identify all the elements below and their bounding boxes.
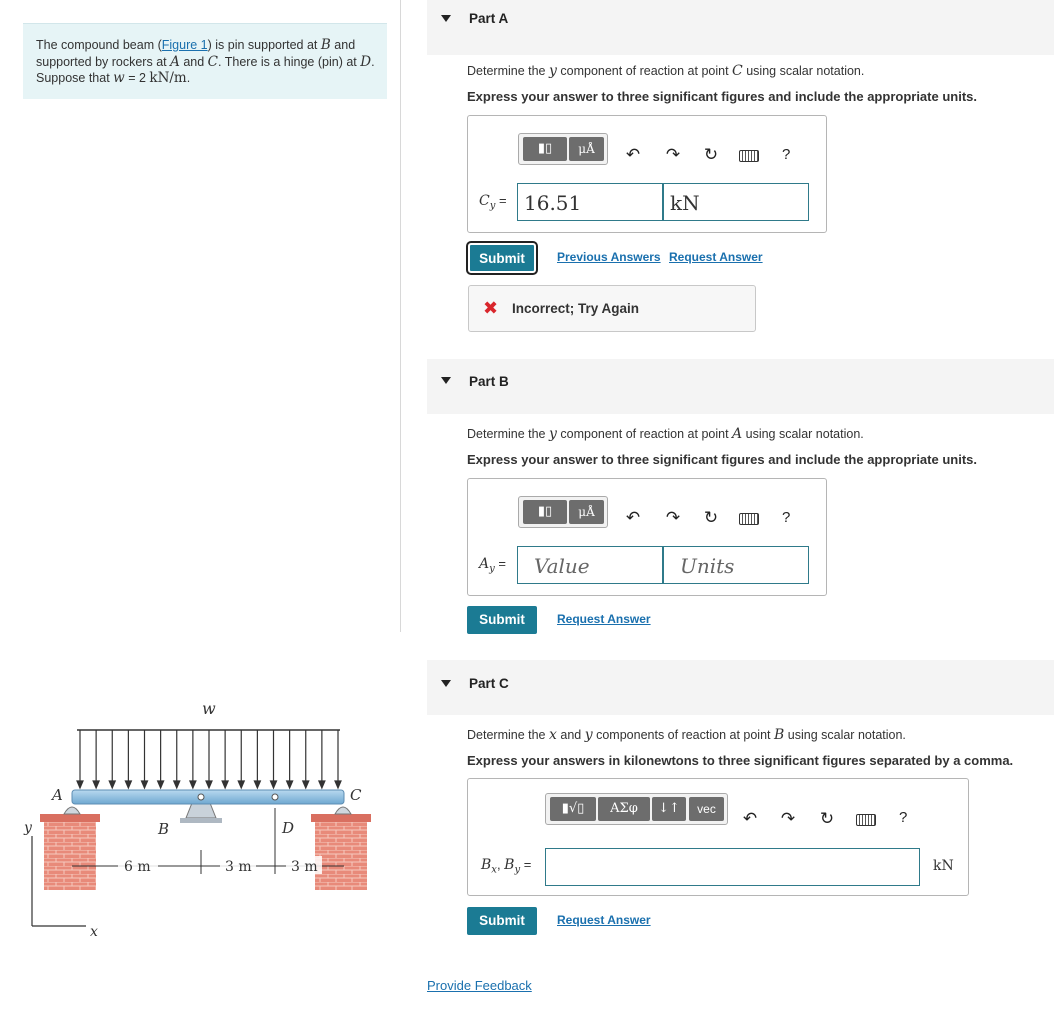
undo-icon[interactable]: ↶	[742, 809, 758, 828]
rocker-c	[335, 807, 351, 814]
pin-support-b	[186, 803, 216, 818]
wall-right	[315, 820, 367, 890]
var-main: A	[479, 556, 490, 572]
q-text: and	[556, 728, 585, 742]
part-c-answer-box	[467, 778, 969, 896]
problem-text: . Suppose that	[36, 54, 375, 85]
part-b-units-input[interactable]: Units	[663, 546, 809, 584]
redo-icon[interactable]: ↷	[665, 508, 681, 527]
redo-icon[interactable]: ↷	[780, 809, 796, 828]
q-text: using scalar notation.	[742, 64, 865, 78]
q-var: C	[732, 63, 743, 79]
load-arrowhead	[109, 781, 115, 788]
load-arrowhead	[174, 781, 180, 788]
problem-text: .	[186, 71, 191, 85]
dim-label-1: 6 m	[124, 859, 151, 875]
q-text: using scalar notation.	[784, 728, 906, 742]
previous-answers-link[interactable]: Previous Answers	[557, 250, 661, 264]
q-var: B	[774, 727, 785, 743]
reset-icon[interactable]: ↻	[703, 508, 719, 527]
load-arrowhead	[206, 781, 212, 788]
q-text: component of reaction at point	[556, 64, 733, 78]
template-button[interactable]: ▮▯	[523, 137, 567, 161]
keyboard-icon[interactable]	[739, 513, 759, 525]
units-symbol-button[interactable]: μÅ	[569, 137, 604, 161]
label-b: B	[158, 820, 170, 838]
part-b-answer-box	[467, 478, 827, 596]
pin-b	[198, 794, 204, 800]
load-arrows	[77, 730, 341, 788]
redo-icon[interactable]: ↷	[665, 145, 681, 164]
keyboard-icon[interactable]	[739, 150, 759, 162]
help-icon[interactable]: ?	[782, 146, 791, 163]
load-arrowhead	[190, 781, 196, 788]
pin-base-b	[180, 818, 222, 823]
q-text: component of reaction at point	[556, 427, 733, 441]
wall-left-cap	[40, 814, 100, 822]
template-radical-button[interactable]: ▮√▯	[550, 797, 596, 821]
var-sub: x	[491, 864, 497, 876]
provide-feedback-link[interactable]: Provide Feedback	[427, 978, 532, 993]
help-icon[interactable]: ?	[899, 809, 908, 826]
part-c-answer-input[interactable]	[545, 848, 920, 886]
greek-button[interactable]: ΑΣφ	[598, 797, 650, 821]
vec-button[interactable]: vec	[689, 797, 724, 821]
part-c-var-label: $B_x$, $B_y$ =	[481, 857, 532, 876]
reset-icon[interactable]: ↻	[819, 809, 835, 828]
part-c-instruction: Express your answers in kilonewtons to three significant figures separated by a comma.	[467, 753, 1014, 768]
part-a-submit-button[interactable]: Submit	[469, 244, 535, 272]
var-main: C	[479, 193, 490, 209]
problem-text: = 2	[124, 71, 150, 85]
part-a-instruction: Express your answer to three significant figures and include the appropriate units.	[467, 89, 977, 104]
help-icon[interactable]: ?	[782, 509, 791, 526]
error-x-icon: ✖	[483, 298, 499, 318]
part-b-var-label: $A_y$ =	[479, 556, 506, 575]
part-a-title: Part A	[469, 11, 509, 26]
q-var: A	[732, 426, 743, 442]
var-main: B	[504, 857, 515, 873]
part-b-value-input[interactable]: Value	[517, 546, 663, 584]
figure-link[interactable]: Figure 1	[161, 38, 208, 52]
undo-icon[interactable]: ↶	[625, 508, 641, 527]
collapse-caret-icon[interactable]	[441, 15, 451, 22]
part-c-header[interactable]	[427, 660, 1054, 715]
q-text: Determine the	[467, 427, 549, 441]
part-c-request-answer-link[interactable]: Request Answer	[557, 913, 651, 927]
rocker-a	[64, 807, 80, 814]
load-arrowhead	[77, 781, 83, 788]
q-var: y	[548, 63, 557, 79]
undo-icon[interactable]: ↶	[625, 145, 641, 164]
load-label: w	[202, 699, 216, 718]
format-toolbar	[518, 133, 608, 165]
problem-var: B	[320, 37, 331, 53]
hinge-d	[272, 794, 278, 800]
feedback-text: Incorrect; Try Again	[512, 301, 640, 316]
part-b-submit-button[interactable]: Submit	[467, 606, 537, 634]
part-a-value-input[interactable]: 16.51	[517, 183, 663, 221]
problem-statement	[23, 23, 387, 99]
load-arrowhead	[303, 781, 309, 788]
load-arrowhead	[125, 781, 131, 788]
problem-var: A	[170, 53, 180, 70]
problem-var: w	[113, 70, 125, 86]
var-main: B	[481, 857, 492, 873]
beam-figure	[20, 690, 390, 950]
load-arrowhead	[158, 781, 164, 788]
load-arrowhead	[319, 781, 325, 788]
part-a-question	[467, 63, 864, 79]
q-text: Determine the	[467, 728, 549, 742]
collapse-caret-icon[interactable]	[441, 377, 451, 384]
template-button[interactable]: ▮▯	[523, 500, 567, 524]
part-b-request-answer-link[interactable]: Request Answer	[557, 612, 651, 626]
var-sub: y	[489, 200, 496, 212]
load-arrowhead	[142, 781, 148, 788]
problem-var: C	[207, 53, 219, 70]
part-b-question	[467, 426, 864, 442]
load-arrowhead	[335, 781, 341, 788]
beam	[72, 790, 344, 804]
q-var: y	[584, 727, 593, 743]
problem-var: D	[360, 53, 372, 70]
part-a-units-input[interactable]: kN	[663, 183, 809, 221]
part-a-answer-box	[467, 115, 827, 233]
format-toolbar	[518, 496, 608, 528]
part-a-var-label: $C_y$ =	[479, 193, 507, 212]
load-arrowhead	[271, 781, 277, 788]
part-c-question	[467, 727, 906, 743]
q-text: components of reaction at point	[592, 728, 774, 742]
label-c: C	[350, 786, 362, 804]
problem-text: . There is a hinge (pin) at	[218, 54, 361, 69]
keyboard-icon[interactable]	[856, 814, 876, 826]
load-arrowhead	[238, 781, 244, 788]
wall-right-cap	[311, 814, 371, 822]
part-a-request-answer-link[interactable]: Request Answer	[669, 250, 763, 264]
arrows-button[interactable]: ↓↑	[652, 797, 686, 821]
axis-label-y: y	[24, 820, 32, 836]
part-a-header[interactable]	[427, 0, 1054, 55]
wall-left	[44, 820, 96, 890]
q-var: x	[548, 727, 557, 743]
q-text: using scalar notation.	[742, 427, 864, 441]
axis-label-x: x	[90, 924, 98, 940]
part-a-feedback	[468, 285, 756, 332]
var-sub: y	[514, 864, 521, 876]
q-var: y	[548, 426, 557, 442]
load-arrowhead	[254, 781, 260, 788]
problem-text: and supported by rockers at	[36, 38, 356, 69]
part-b-header[interactable]	[427, 359, 1054, 414]
load-arrowhead	[287, 781, 293, 788]
column-divider	[400, 0, 401, 632]
problem-text: and	[179, 54, 208, 69]
part-c-title: Part C	[469, 676, 509, 691]
q-text: Determine the	[467, 64, 549, 78]
dim-label-3: 3 m	[291, 859, 318, 875]
format-toolbar	[545, 793, 728, 825]
dim-label-2: 3 m	[225, 859, 252, 875]
part-b-instruction: Express your answer to three significant figures and include the appropriate units.	[467, 452, 977, 467]
problem-unit: kN/m	[149, 70, 187, 86]
units-symbol-button[interactable]: μÅ	[569, 500, 604, 524]
collapse-caret-icon[interactable]	[441, 680, 451, 687]
part-c-submit-button[interactable]: Submit	[467, 907, 537, 935]
part-b-title: Part B	[469, 374, 509, 389]
load-arrowhead	[222, 781, 228, 788]
problem-text: ) is pin supported at	[207, 38, 321, 52]
var-sub: y	[489, 563, 495, 575]
reset-icon[interactable]: ↻	[703, 145, 719, 164]
load-arrowhead	[93, 781, 99, 788]
problem-text: The compound beam (	[36, 38, 162, 52]
part-c-units: kN	[933, 858, 954, 874]
label-a: A	[52, 786, 63, 804]
label-d: D	[282, 819, 295, 837]
